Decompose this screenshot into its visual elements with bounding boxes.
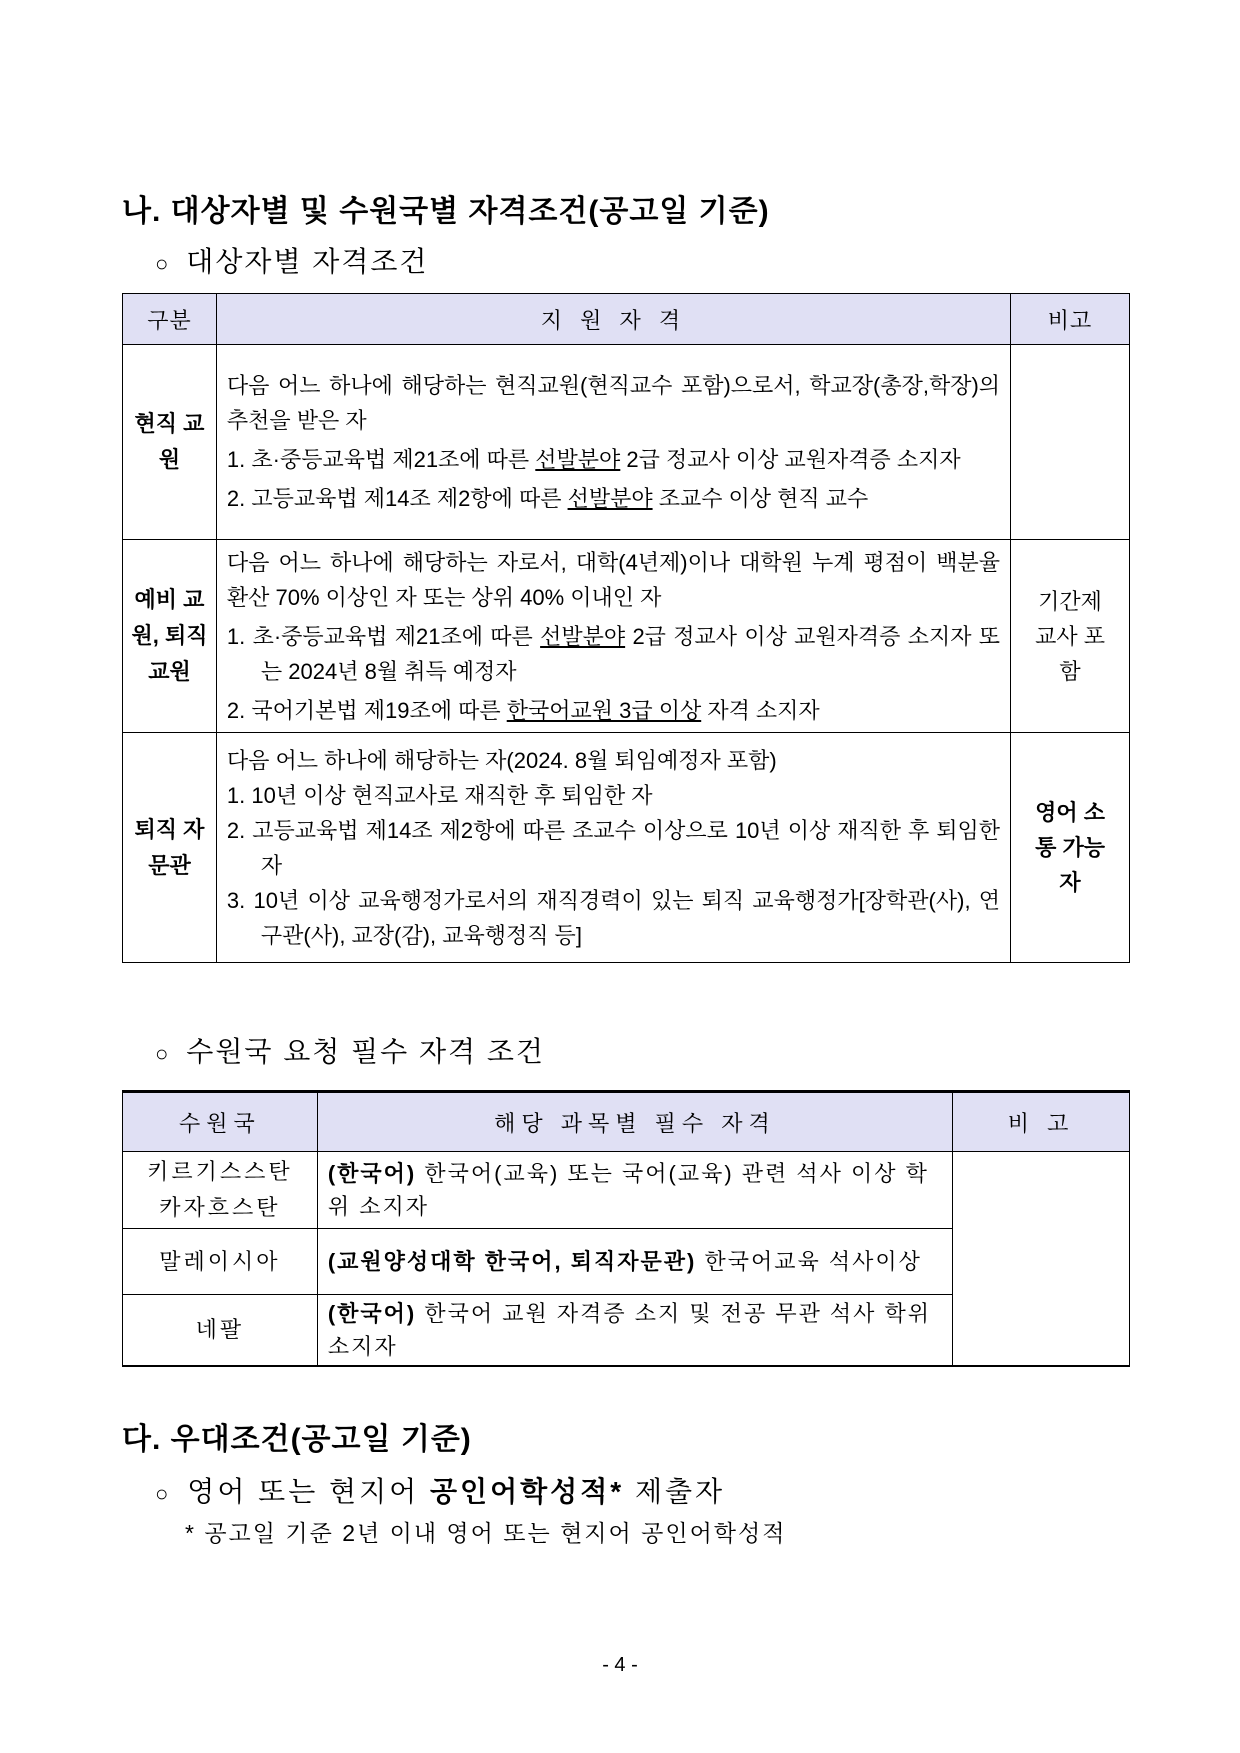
list-item (227, 442, 1000, 477)
header-cell: 지 원 자 격 (216, 294, 1010, 345)
eligibility-table (122, 293, 1130, 963)
list-item (227, 693, 1000, 728)
list-item (227, 813, 1000, 883)
footnote: * 공고일 기준 2년 이내 영어 또는 현지어 공인어학성적 (185, 1520, 787, 1546)
bullet-icon: ○ (155, 251, 171, 276)
item-underlined: 선발분야 (535, 447, 621, 472)
item-text: 1. 10년 이상 현직교사로 재직한 후 퇴임한 자 (226, 782, 653, 808)
country-cell: 네팔 (123, 1295, 318, 1367)
country-cell: 키르기스스탄 카자흐스탄 (123, 1152, 318, 1229)
subheading-1 (155, 240, 428, 280)
requirement-cell (317, 1229, 952, 1295)
intro-text: 다음 어느 하나에 해당하는 자로서, 대학(4년제)이나 대학원 누계 평점이 백분율 환산 70% 이상인 자 또는 상위 40% 이내인 자 (226, 549, 1001, 610)
requirement-cell (317, 1295, 952, 1367)
text-bold: 공인어학성적* (429, 1476, 625, 1507)
subheading-text: 대상자별 자격조건 (186, 246, 429, 277)
list-item (227, 481, 1000, 516)
category-cell: 퇴직 자문관 (123, 733, 217, 963)
qualification-cell (216, 345, 1010, 540)
item-text: 1. 초·중등교육법 제21조에 따른 (226, 447, 536, 472)
subject-label: (한국어) (327, 1161, 417, 1186)
requirement-text: 한국어(교육) 또는 국어(교육) 관련 석사 이상 학위 소지자 (327, 1161, 929, 1219)
bullet-icon: ○ (155, 1481, 172, 1506)
text: 제출자 (624, 1476, 726, 1507)
intro-text: 다음 어느 하나에 해당하는 자(2024. 8월 퇴임예정자 포함) (226, 747, 777, 773)
category-cell: 현직 교원 (123, 345, 217, 540)
table-header (123, 294, 1130, 345)
item-text: 자격 소지자 (701, 697, 820, 723)
section-da-title: 다. 우대조건(공고일 기준) (122, 1423, 472, 1456)
requirement-text: 한국어 교원 자격증 소지 및 전공 무관 석사 학위 소지자 (327, 1301, 932, 1359)
item-text: 2급 정교사 이상 교원자격증 소지자 (620, 447, 961, 472)
table-row (123, 733, 1130, 963)
bullet-icon: ○ (155, 1041, 171, 1066)
item-underlined: 한국어교원 3급 이상 (506, 697, 702, 723)
qualification-cell (216, 733, 1010, 963)
section-na-title: 나. 대상자별 및 수원국별 자격조건(공고일 기준) (122, 195, 770, 228)
item-text: 조교수 이상 현직 교수 (652, 486, 869, 511)
preference-line (155, 1470, 725, 1510)
item-underlined: 선발분야 (567, 486, 653, 511)
subject-label: (한국어) (327, 1301, 417, 1326)
item-text: 2. 국어기본법 제19조에 따른 (226, 697, 507, 723)
country-requirements-table (122, 1090, 1130, 1367)
header-cell: 비 고 (953, 1092, 1130, 1152)
item-underlined: 선발분야 (540, 623, 626, 649)
requirement-text: 한국어교육 석사이상 (696, 1249, 922, 1274)
item-text: 3. 10년 이상 교육행정가로서의 재직경력이 있는 퇴직 교육행정가[장학관(사), 연구관(사), 교장(감), 교육행정직 등] (226, 887, 1001, 948)
table-header (123, 1092, 1130, 1152)
item-text: 2. 고등교육법 제14조 제2항에 따른 조교수 이상으로 10년 이상 재직한 후 퇴임한 자 (226, 817, 1001, 878)
header-cell: 수원국 (123, 1092, 318, 1152)
note-cell (1011, 345, 1130, 540)
list-item (227, 619, 1000, 689)
note-cell: 영어 소통 가능자 (1011, 733, 1130, 963)
header-cell: 해당 과목별 필수 자격 (317, 1092, 952, 1152)
note-cell: 기간제 교사 포함 (1011, 540, 1130, 733)
item-text: 2급 정교사 이상 교원자격증 소지자 또는 2024년 8월 취득 예정자 (260, 623, 1001, 684)
text: 영어 또는 현지어 (187, 1476, 430, 1507)
country-cell: 말레이시아 (123, 1229, 318, 1295)
subheading-2 (155, 1030, 545, 1070)
item-text: 1. 초·중등교육법 제21조에 따른 (226, 623, 541, 649)
item-text: 2. 고등교육법 제14조 제2항에 따른 (226, 486, 568, 511)
header-cell: 비고 (1011, 294, 1130, 345)
table-row (123, 540, 1130, 733)
subject-label: (교원양성대학 한국어, 퇴직자문관) (327, 1249, 697, 1274)
intro-text: 다음 어느 하나에 해당하는 현직교원(현직교수 포함)으로서, 학교장(총장,학장)의 추천을 받은 자 (226, 373, 1001, 433)
qualification-cell (216, 540, 1010, 733)
requirement-cell (317, 1152, 952, 1229)
table-row (123, 345, 1130, 540)
category-cell: 예비 교원, 퇴직 교원 (123, 540, 217, 733)
header-cell: 구분 (123, 294, 217, 345)
list-item (227, 883, 1000, 953)
table-row (123, 1152, 1130, 1229)
list-item (227, 778, 1000, 813)
subheading-text: 수원국 요청 필수 자격 조건 (186, 1036, 545, 1067)
note-cell (953, 1152, 1130, 1367)
page-number: - 4 - (602, 1654, 638, 1676)
